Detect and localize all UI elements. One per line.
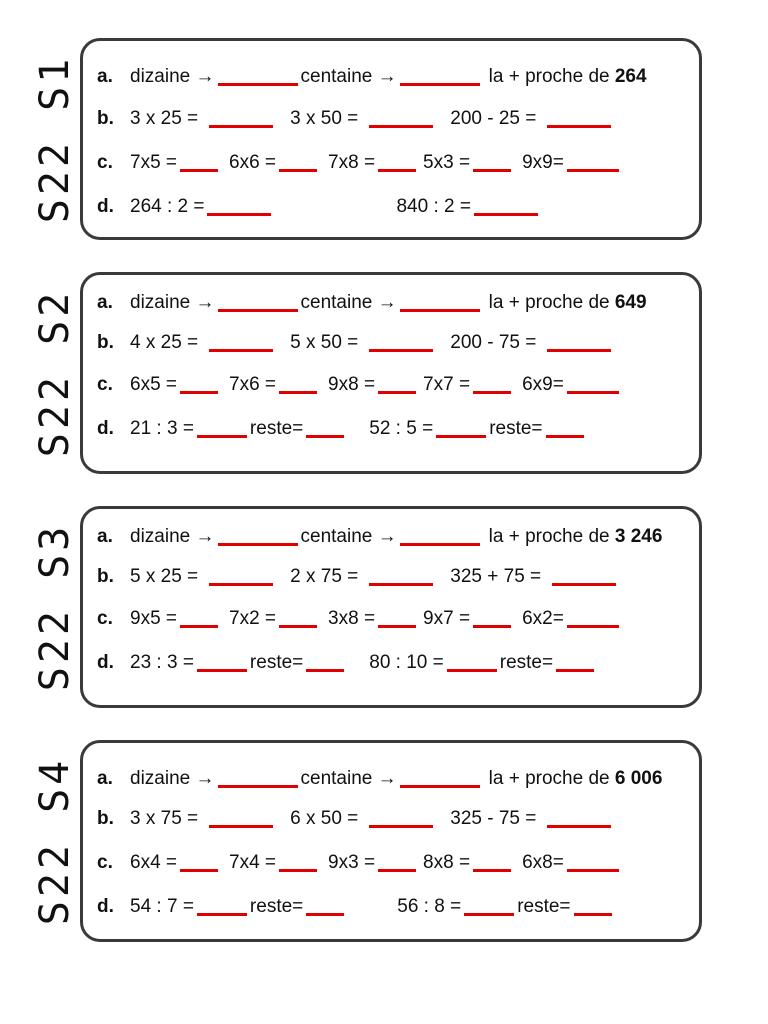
row-d: [97, 895, 615, 919]
text-segment: la + proche de: [488, 526, 610, 547]
answer-blank[interactable]: [197, 651, 247, 672]
text-segment: 5x3 =: [423, 152, 471, 173]
exercise-card-2: [80, 272, 702, 474]
answer-blank[interactable]: [464, 895, 514, 916]
answer-blank[interactable]: [400, 767, 480, 788]
text-segment: reste=: [249, 418, 304, 439]
text-segment: a.: [97, 768, 113, 789]
row-d: [97, 195, 541, 219]
text-segment: la + proche de: [488, 768, 610, 789]
answer-blank[interactable]: [567, 373, 619, 394]
text-segment: a.: [97, 292, 113, 313]
text-segment: 52 : 5 =: [369, 418, 434, 439]
answer-blank[interactable]: [552, 565, 616, 586]
answer-blank[interactable]: [378, 851, 416, 872]
text-segment: 840 : 2 =: [396, 196, 471, 217]
text-segment: c.: [97, 374, 113, 395]
text-segment: 7x5 =: [130, 152, 178, 173]
text-segment: 649: [614, 292, 647, 313]
answer-blank[interactable]: [180, 151, 218, 172]
answer-blank[interactable]: [279, 851, 317, 872]
answer-blank[interactable]: [218, 767, 298, 788]
side-label-4: [30, 740, 80, 942]
answer-blank[interactable]: [556, 651, 594, 672]
answer-blank[interactable]: [400, 525, 480, 546]
text-segment: 5 x 50 =: [290, 332, 359, 353]
row-b: [97, 107, 614, 131]
answer-blank[interactable]: [218, 525, 298, 546]
arrow-right-icon: →: [377, 66, 397, 87]
text-segment: 7x7 =: [423, 374, 471, 395]
row-d: [97, 417, 587, 441]
text-segment: 56 : 8 =: [397, 896, 462, 917]
text-segment: 7x8 =: [328, 152, 376, 173]
answer-blank[interactable]: [447, 651, 497, 672]
answer-blank[interactable]: [209, 807, 273, 828]
row-a: [97, 767, 662, 791]
text-segment: 23 : 3 =: [130, 652, 194, 673]
text-segment: 4 x 25 =: [130, 332, 199, 353]
text-segment: 5 x 25 =: [130, 566, 199, 587]
answer-blank[interactable]: [436, 417, 486, 438]
text-segment: 80 : 10 =: [369, 652, 444, 673]
text-segment: reste=: [249, 896, 304, 917]
text-segment: b.: [97, 108, 114, 129]
text-segment: 6x9=: [522, 374, 564, 395]
answer-blank[interactable]: [378, 373, 416, 394]
text-segment: 325 + 75 =: [450, 566, 542, 587]
text-segment: reste=: [517, 896, 571, 917]
text-segment: b.: [97, 808, 114, 829]
text-segment: d.: [97, 652, 114, 673]
answer-blank[interactable]: [546, 417, 584, 438]
answer-blank[interactable]: [279, 373, 317, 394]
text-segment: centaine: [300, 526, 373, 547]
row-a: [97, 291, 647, 315]
answer-blank[interactable]: [209, 331, 273, 352]
answer-blank[interactable]: [473, 851, 511, 872]
answer-blank[interactable]: [547, 807, 611, 828]
text-segment: a.: [97, 66, 113, 87]
text-segment: d.: [97, 196, 114, 217]
side-label-3: [30, 506, 80, 708]
text-segment: centaine: [300, 292, 373, 313]
text-segment: 6x4 =: [130, 852, 178, 873]
answer-blank[interactable]: [180, 373, 218, 394]
arrow-right-icon: →: [377, 292, 397, 313]
text-segment: 9x7 =: [423, 608, 471, 629]
text-segment: 7x4 =: [229, 852, 277, 873]
text-segment: c.: [97, 152, 113, 173]
text-segment: 200 - 25 =: [450, 108, 537, 129]
answer-blank[interactable]: [369, 107, 433, 128]
text-segment: 6 006: [614, 768, 663, 789]
text-segment: 264 : 2 =: [130, 196, 205, 217]
row-d: [97, 651, 597, 675]
answer-blank[interactable]: [369, 565, 433, 586]
arrow-right-icon: →: [377, 526, 397, 547]
text-segment: dizaine: [130, 526, 191, 547]
row-b: [97, 331, 614, 355]
exercise-card-4: [80, 740, 702, 942]
text-segment: d.: [97, 896, 114, 917]
answer-blank[interactable]: [547, 331, 611, 352]
text-segment: 6x2=: [522, 608, 564, 629]
text-segment: 3 x 25 =: [130, 108, 199, 129]
arrow-right-icon: →: [195, 526, 215, 547]
answer-blank[interactable]: [378, 151, 416, 172]
row-a: [97, 65, 647, 89]
answer-blank[interactable]: [567, 151, 619, 172]
answer-blank[interactable]: [574, 895, 612, 916]
text-segment: 9x8 =: [328, 374, 376, 395]
answer-blank[interactable]: [400, 291, 480, 312]
answer-blank[interactable]: [369, 807, 433, 828]
text-segment: b.: [97, 566, 114, 587]
arrow-right-icon: →: [195, 768, 215, 789]
answer-blank[interactable]: [306, 895, 344, 916]
text-segment: 3 246: [614, 526, 663, 547]
text-segment: 6x5 =: [130, 374, 178, 395]
text-segment: 325 - 75 =: [450, 808, 537, 829]
answer-blank[interactable]: [378, 607, 416, 628]
row-b: [97, 565, 619, 589]
text-segment: dizaine: [130, 66, 191, 87]
text-segment: 3 x 75 =: [130, 808, 199, 829]
answer-blank[interactable]: [473, 607, 511, 628]
text-segment: b.: [97, 332, 114, 353]
answer-blank[interactable]: [369, 331, 433, 352]
text-segment: reste=: [489, 418, 543, 439]
text-segment: 21 : 3 =: [130, 418, 194, 439]
text-segment: c.: [97, 852, 113, 873]
text-segment: 264: [614, 66, 647, 87]
exercise-card-3: [80, 506, 702, 708]
row-c: [97, 151, 622, 175]
text-segment: d.: [97, 418, 114, 439]
text-segment: 9x3 =: [328, 852, 376, 873]
text-segment: S22 S3: [32, 522, 78, 692]
exercise-card-1: [80, 38, 702, 240]
arrow-right-icon: →: [195, 292, 215, 313]
text-segment: reste=: [499, 652, 554, 673]
text-segment: 200 - 75 =: [450, 332, 537, 353]
answer-blank[interactable]: [473, 373, 511, 394]
side-label-2: [30, 272, 80, 474]
text-segment: 6x8=: [522, 852, 564, 873]
text-segment: reste=: [249, 652, 304, 673]
row-c: [97, 851, 622, 875]
text-segment: 6 x 50 =: [290, 808, 359, 829]
text-segment: 3 x 50 =: [290, 108, 359, 129]
answer-blank[interactable]: [547, 107, 611, 128]
row-c: [97, 607, 622, 631]
text-segment: dizaine: [130, 292, 191, 313]
text-segment: 54 : 7 =: [130, 896, 194, 917]
answer-blank[interactable]: [197, 895, 247, 916]
answer-blank[interactable]: [180, 607, 218, 628]
text-segment: c.: [97, 608, 113, 629]
answer-blank[interactable]: [473, 151, 511, 172]
text-segment: 2 x 75 =: [290, 566, 359, 587]
answer-blank[interactable]: [207, 195, 271, 216]
text-segment: a.: [97, 526, 113, 547]
text-segment: 3x8 =: [328, 608, 376, 629]
row-b: [97, 807, 614, 831]
answer-blank[interactable]: [306, 651, 344, 672]
answer-blank[interactable]: [180, 851, 218, 872]
text-segment: centaine: [300, 66, 373, 87]
text-segment: 9x5 =: [130, 608, 178, 629]
arrow-right-icon: →: [195, 66, 215, 87]
text-segment: centaine: [300, 768, 373, 789]
answer-blank[interactable]: [306, 417, 344, 438]
arrow-right-icon: →: [377, 768, 397, 789]
text-segment: S22 S4: [32, 756, 78, 926]
answer-blank[interactable]: [279, 151, 317, 172]
text-segment: S22 S2: [32, 288, 78, 458]
text-segment: 9x9=: [522, 152, 564, 173]
answer-blank[interactable]: [279, 607, 317, 628]
answer-blank[interactable]: [197, 417, 247, 438]
text-segment: S22 S1: [32, 54, 78, 224]
side-label-1: [30, 38, 80, 240]
text-segment: 8x8 =: [423, 852, 471, 873]
text-segment: la + proche de: [488, 66, 610, 87]
answer-blank[interactable]: [474, 195, 538, 216]
answer-blank[interactable]: [218, 291, 298, 312]
answer-blank[interactable]: [218, 65, 298, 86]
answer-blank[interactable]: [209, 107, 273, 128]
row-c: [97, 373, 622, 397]
text-segment: la + proche de: [488, 292, 610, 313]
text-segment: 7x2 =: [229, 608, 277, 629]
row-a: [97, 525, 662, 549]
text-segment: 7x6 =: [229, 374, 277, 395]
answer-blank[interactable]: [567, 607, 619, 628]
answer-blank[interactable]: [567, 851, 619, 872]
text-segment: dizaine: [130, 768, 191, 789]
answer-blank[interactable]: [400, 65, 480, 86]
text-segment: 6x6 =: [229, 152, 277, 173]
answer-blank[interactable]: [209, 565, 273, 586]
